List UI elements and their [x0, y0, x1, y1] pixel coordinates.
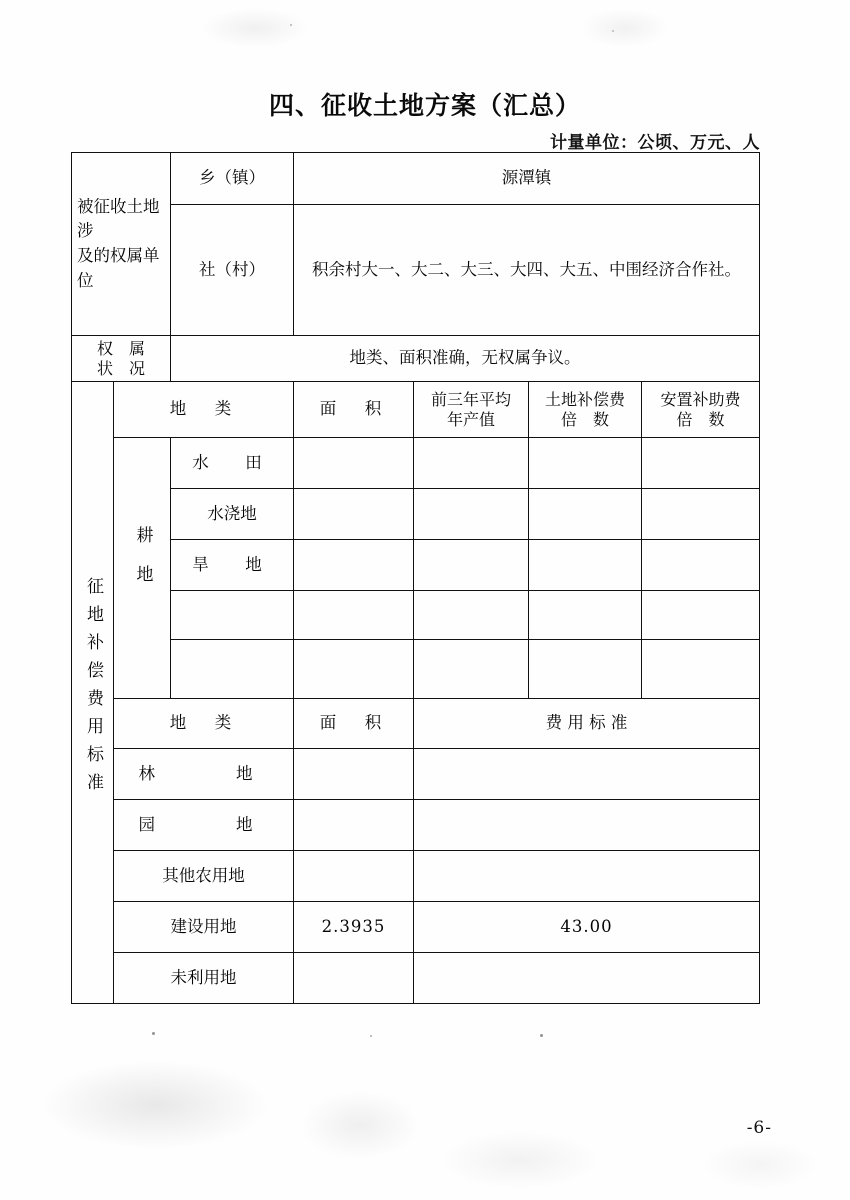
table-row-blank — [72, 591, 760, 640]
owner-unit-label — [72, 153, 171, 336]
cultivated-land-group-label — [114, 438, 171, 699]
land-type-name: 水浇地 — [171, 489, 294, 540]
land-type-name: 建设用地 — [114, 902, 294, 953]
header-land-type-lower: 地 类 — [114, 699, 294, 749]
header-area-lower: 面 积 — [294, 699, 414, 749]
land-type-area[interactable] — [294, 953, 414, 1004]
cultivated-land-group-label-text: 耕地 — [132, 525, 153, 604]
table-row-other-agricultural-land — [72, 851, 760, 902]
table-row-irrigated-land — [72, 489, 760, 540]
ownership-status-label-line2: 状 况 — [96, 358, 145, 378]
land-type-area[interactable]: 2.3935 — [294, 902, 414, 953]
land-type-resettle[interactable] — [642, 489, 760, 540]
header-avg-annual-yield: 前三年平均 年产值 — [414, 382, 529, 438]
land-type-fee-standard[interactable] — [414, 749, 760, 800]
land-type-area[interactable] — [294, 540, 414, 591]
land-type-area[interactable] — [294, 591, 414, 640]
scan-noise — [440, 1130, 600, 1190]
owner-unit-label-line1: 被征收土地涉 — [77, 196, 160, 241]
scan-speck — [370, 1035, 372, 1037]
table-row-dry-land — [72, 540, 760, 591]
township-value[interactable]: 源潭镇 — [294, 153, 760, 205]
compensation-standard-side-label-text: 征地补偿费用标准 — [83, 577, 103, 802]
table-row-village — [72, 205, 760, 336]
land-type-land-comp[interactable] — [529, 591, 642, 640]
header-resettlement-subsidy-multiplier: 安置补助费 倍 数 — [642, 382, 760, 438]
table-row-paddy-field — [72, 438, 760, 489]
land-type-land-comp[interactable] — [529, 438, 642, 489]
header-land-type-upper: 地 类 — [114, 382, 294, 438]
ownership-status-label — [72, 336, 171, 382]
land-type-name: 水 田 — [171, 438, 294, 489]
land-type-fee-standard[interactable] — [414, 851, 760, 902]
village-label: 社（村） — [171, 205, 294, 336]
ownership-status-label-line1: 权 属 — [96, 338, 145, 358]
land-type-area[interactable] — [294, 749, 414, 800]
page-number: -6- — [746, 1118, 772, 1138]
land-type-resettle[interactable] — [642, 591, 760, 640]
land-type-land-comp[interactable] — [529, 640, 642, 699]
land-type-fee-standard[interactable]: 43.00 — [414, 902, 760, 953]
land-type-avg-yield[interactable] — [414, 489, 529, 540]
ownership-status-value[interactable]: 地类、面积准确，无权属争议。 — [171, 336, 760, 382]
scan-noise — [40, 1060, 270, 1150]
land-type-name: 其他农用地 — [114, 851, 294, 902]
township-label: 乡（镇） — [171, 153, 294, 205]
scan-speck — [290, 24, 292, 26]
table-row-garden-land — [72, 800, 760, 851]
land-type-avg-yield[interactable] — [414, 540, 529, 591]
table-row-forest-land — [72, 749, 760, 800]
table-row-blank — [72, 640, 760, 699]
land-type-name: 未利用地 — [114, 953, 294, 1004]
header-area-upper: 面 积 — [294, 382, 414, 438]
land-type-name[interactable] — [171, 640, 294, 699]
land-type-area[interactable] — [294, 489, 414, 540]
land-type-name: 旱 地 — [171, 540, 294, 591]
table-row-ownership-status — [72, 336, 760, 382]
table-header-lower — [72, 699, 760, 749]
land-type-fee-standard[interactable] — [414, 800, 760, 851]
compensation-standard-side-label — [72, 382, 114, 1004]
land-type-area[interactable] — [294, 438, 414, 489]
owner-unit-label-line2: 及的权属单位 — [77, 246, 160, 290]
land-type-area[interactable] — [294, 851, 414, 902]
land-type-area[interactable] — [294, 800, 414, 851]
land-type-name: 园 地 — [114, 800, 294, 851]
measurement-unit-note: 计量单位：公顷、万元、人 — [550, 133, 760, 153]
land-type-land-comp[interactable] — [529, 540, 642, 591]
table-row-unused-land — [72, 953, 760, 1004]
scan-noise — [580, 8, 670, 48]
land-type-resettle[interactable] — [642, 438, 760, 489]
land-type-avg-yield[interactable] — [414, 438, 529, 489]
header-land-compensation-multiplier: 土地补偿费 倍 数 — [529, 382, 642, 438]
table-header-upper — [72, 382, 760, 438]
scan-speck — [612, 30, 614, 32]
page-title: 四、征收土地方案（汇总） — [268, 91, 581, 120]
table-row-construction-land — [72, 902, 760, 953]
scan-speck — [152, 1032, 155, 1035]
scan-noise — [300, 1090, 420, 1160]
header-fee-standard: 费 用 标 准 — [414, 699, 760, 749]
village-value[interactable]: 积余村大一、大二、大三、大四、大五、中围经济合作社。 — [294, 205, 760, 336]
scan-noise — [200, 8, 310, 48]
scan-speck — [540, 1034, 543, 1037]
land-type-name[interactable] — [171, 591, 294, 640]
table-row-township — [72, 153, 760, 205]
scan-noise — [700, 1140, 820, 1190]
land-type-resettle[interactable] — [642, 540, 760, 591]
land-type-avg-yield[interactable] — [414, 591, 529, 640]
land-type-name: 林 地 — [114, 749, 294, 800]
land-type-area[interactable] — [294, 640, 414, 699]
land-type-fee-standard[interactable] — [414, 953, 760, 1004]
land-type-land-comp[interactable] — [529, 489, 642, 540]
land-acquisition-summary-table — [71, 152, 759, 1004]
land-type-resettle[interactable] — [642, 640, 760, 699]
land-type-avg-yield[interactable] — [414, 640, 529, 699]
